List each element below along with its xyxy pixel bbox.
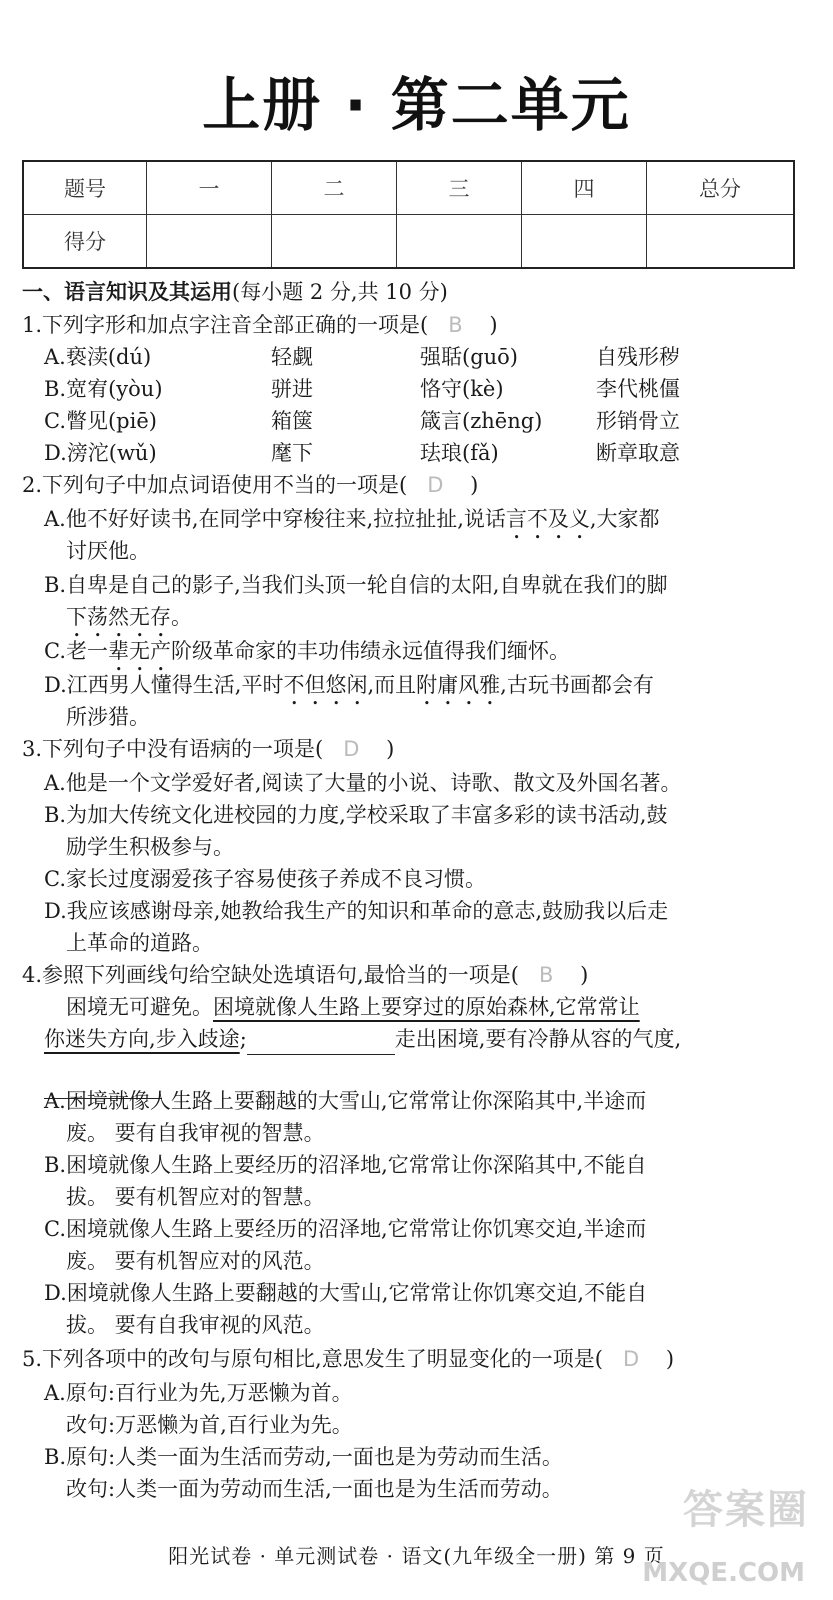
score-field[interactable] [272, 215, 397, 269]
option-a: A.他不好好读书,在同学中穿梭往来,拉拉扯扯,说话言不及义,大家都 [44, 507, 660, 531]
option-cell: 轻觑 [271, 345, 313, 369]
option-cell: 断章取意 [596, 441, 680, 465]
option-cell: 自残形秽 [596, 345, 680, 369]
option-cell: A.亵渎(dú) [44, 345, 152, 369]
option-a: A.他是一个文学爱好者,阅读了大量的小说、诗歌、散文及外国名著。 [44, 771, 682, 795]
option-d-cont: 上革命的道路。 [66, 931, 213, 955]
fill-blank[interactable] [247, 1032, 395, 1055]
score-field[interactable] [647, 215, 795, 269]
question-1-stem: 1.下列字形和加点字注音全部正确的一项是( B ) [22, 313, 498, 337]
table-cell: 三 [397, 161, 522, 215]
option-a-cont: 讨厌他。 [66, 539, 150, 563]
option-a-cont: 改句:万恶懒为首,百行业为先。 [66, 1413, 353, 1437]
section-heading: 一、语言知识及其运用(每小题 2 分,共 10 分) [22, 280, 448, 304]
option-c-cont: 废。 要有机智应对的风范。 [66, 1249, 325, 1273]
answer-mark: B [448, 313, 463, 337]
table-cell: 一 [147, 161, 272, 215]
option-b: B.为加大传统文化进校园的力度,学校采取了丰富多彩的读书活动,鼓 [44, 803, 668, 827]
table-cell: 题号 [23, 161, 147, 215]
option-d-cont: 拔。 要有自我审视的风范。 [66, 1313, 325, 1337]
option-a: A.原句:百行业为先,万恶懒为首。 [44, 1381, 353, 1405]
watermark-url: MXQE.COM [642, 1558, 805, 1588]
score-table [22, 160, 795, 269]
option-cell: 珐琅(fǎ) [420, 441, 499, 465]
page-footer: 阳光试卷 · 单元测试卷 · 语文(九年级全一册) 第 9 页 [168, 1544, 665, 1568]
passage-line-2: 你迷失方向,步入歧途; 走出困境,要有冷静从容的气度, [44, 1023, 681, 1055]
score-field[interactable] [397, 215, 522, 269]
option-cell: 箴言(zhēng) [420, 409, 543, 433]
page-title: 上册 · 第二单元 [202, 71, 631, 139]
option-b-cont: 改句:人类一面为劳动而生活,一面也是为生活而劳动。 [66, 1477, 563, 1501]
answer-mark: B [538, 963, 554, 987]
score-table-header-row [23, 161, 794, 215]
option-cell: B.宽宥(yòu) [44, 377, 163, 401]
question-3-stem: 3.下列句子中没有语病的一项是( D ) [22, 737, 395, 761]
answer-mark: D [343, 737, 360, 761]
option-c: C.困境就像人生路上要经历的沼泽地,它常常让你饥寒交迫,半途而 [44, 1217, 647, 1241]
answer-mark: D [427, 473, 444, 497]
score-field[interactable] [522, 215, 647, 269]
option-cell: 箱箧 [271, 409, 313, 433]
option-a: A.困境就像人生路上要翻越的大雪山,它常常让你深陷其中,半途而 [44, 1089, 647, 1113]
option-c: C.老一辈无产阶级革命家的丰功伟绩永远值得我们缅怀。 [44, 639, 570, 663]
passage-line-1: 困境无可避免。困境就像人生路上要穿过的原始森林,它常常让 [66, 995, 640, 1019]
option-cell: 骈进 [271, 377, 313, 401]
option-d: D.我应该感谢母亲,她教给我生产的知识和革命的意志,鼓励我以后走 [44, 899, 669, 923]
score-table-score-row [23, 215, 794, 269]
option-c: C.家长过度溺爱孩子容易使孩子养成不良习惯。 [44, 867, 486, 891]
option-b-cont: 励学生积极参与。 [66, 835, 234, 859]
option-b: B.原句:人类一面为生活而劳动,一面也是为劳动而生活。 [44, 1445, 563, 1469]
option-a-cont: 废。 要有自我审视的智慧。 [66, 1121, 325, 1145]
option-cell: C.瞥见(piē) [44, 409, 157, 433]
option-cell: 李代桃僵 [596, 377, 680, 401]
option-d: D.江西男人懂得生活,平时不但悠闲,而且附庸风雅,古玩书画都会有 [44, 673, 654, 697]
option-b-cont: 下荡然无存。 [66, 605, 192, 629]
table-cell: 二 [272, 161, 397, 215]
table-cell: 总分 [647, 161, 795, 215]
table-cell: 得分 [23, 215, 147, 269]
option-cell: D.滂沱(wǔ) [44, 441, 157, 465]
option-b: B.困境就像人生路上要经历的沼泽地,它常常让你深陷其中,不能自 [44, 1153, 647, 1177]
answer-mark: D [622, 1347, 640, 1371]
table-cell: 四 [522, 161, 647, 215]
question-5-stem: 5.下列各项中的改句与原句相比,意思发生了明显变化的一项是( D ) [22, 1347, 675, 1371]
option-d: D.困境就像人生路上要翻越的大雪山,它常常让你饥寒交迫,不能自 [44, 1281, 648, 1305]
option-b: B.自卑是自己的影子,当我们头顶一轮自信的太阳,自卑就在我们的脚 [44, 573, 668, 597]
question-4-stem: 4.参照下列画线句给空缺处选填语句,最恰当的一项是( B ) [22, 963, 589, 987]
option-cell: 麾下 [271, 441, 313, 465]
option-cell: 形销骨立 [596, 409, 680, 433]
option-cell: 恪守(kè) [420, 377, 504, 401]
question-2-stem: 2.下列句子中加点词语使用不当的一项是( D ) [22, 473, 479, 497]
option-d-cont: 所涉猎。 [66, 705, 150, 729]
watermark-logo: 答案圈 [683, 1487, 809, 1533]
score-field[interactable] [147, 215, 272, 269]
option-cell: 强聒(guō) [420, 345, 518, 369]
option-b-cont: 拔。 要有机智应对的智慧。 [66, 1185, 325, 1209]
